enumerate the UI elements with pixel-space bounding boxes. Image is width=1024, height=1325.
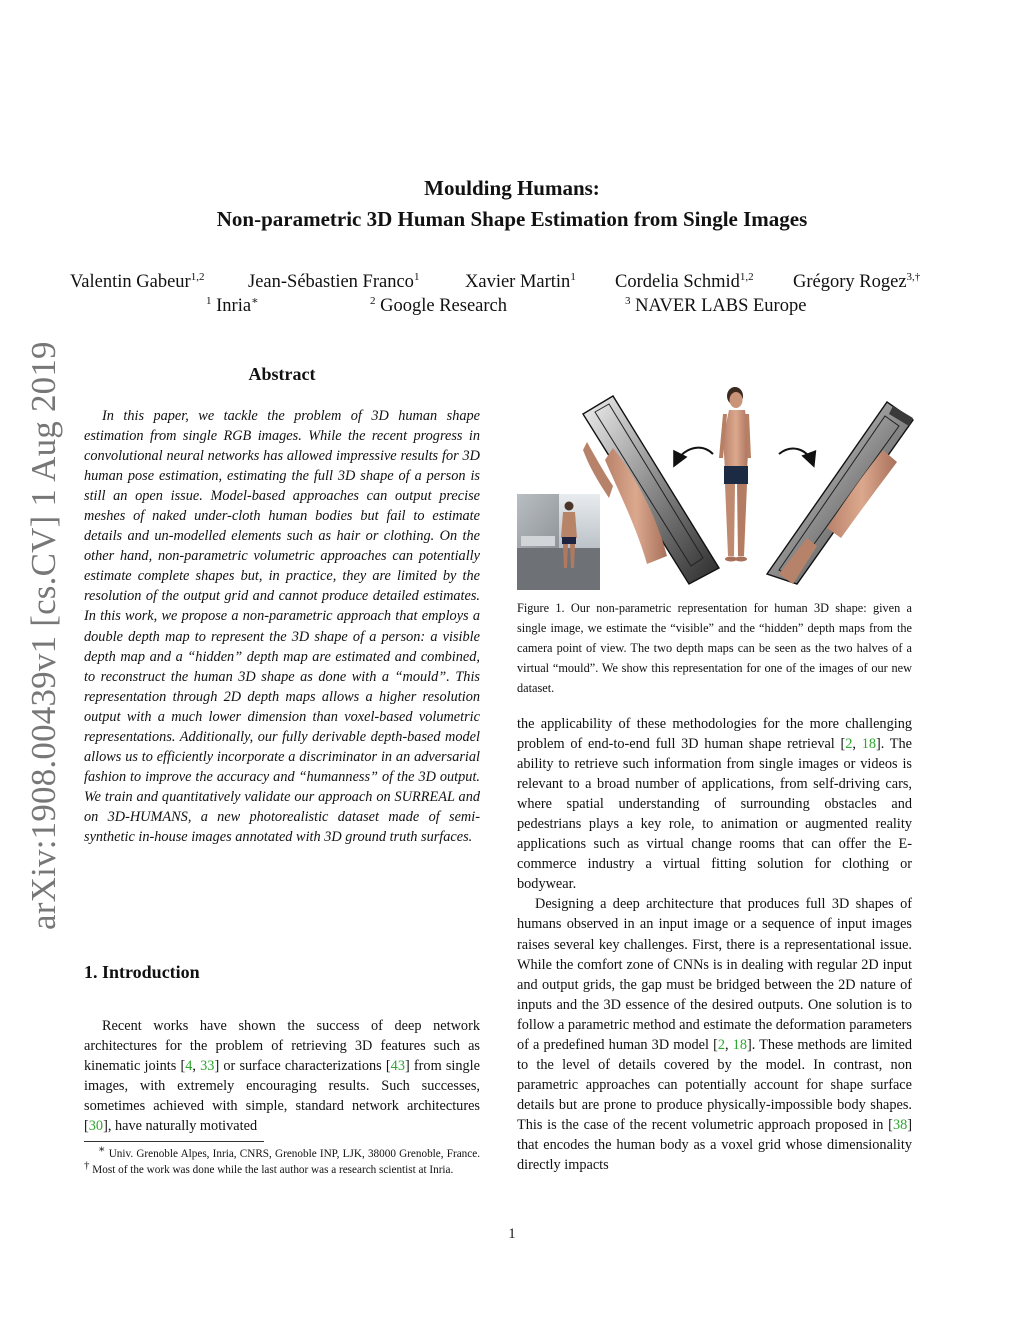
paragraph: the applicability of these methodologies for the more challenging problem of end-to-end full 3D human shape retrieval [2, 18]. The ability to retrieve such information from single images or videos is relevant to a broad number of applications, from self-driving cars, where spatial understanding of surrounding obstacles and pedestrians plays a key role, to animation or augmented reality applications such as virtual change rooms that can offer the E-commerce industry a virtual fitting solution for clothing or bodywear. — [517, 716, 912, 893]
author: Jean-Sébastien Franco$^1$ — [248, 270, 420, 292]
citation-link[interactable]: 18 — [732, 1036, 747, 1053]
title-line-2: Non-parametric 3D Human Shape Estimation from Single Images — [216, 207, 808, 231]
abstract-body: In this paper, we tackle the problem of 3D human shape estimation from single RGB images. While the recent progress in convolutional neural networks has allowed impressive results for 3D human pose estimation, estimating the full 3D shape of a person is still an open issue. Model-based approaches can output precise meshes of naked under-cloth human bodies but fail to estimate details and un-modelled elements such as hair or clothing. On the other hand, non-parametric volumetric approaches can potentially estimate complete shapes but, in practice, they are limited by the resolution of the output grid and cannot produce detailed estimates. In this work, we propose a non-parametric approach that employs a double depth map to represent the 3D shape of a person: a visible depth map and a “hidden” depth map are estimated and combined, to reconstruct the human 3D shape as done with a “mould”. This representation through 2D depth maps allows a higher resolution output with a much lower dimension than voxel-based volumetric representations. Additionally, our fully derivable depth-based model allows us to efficiently incorporate a discriminator in an adversarial fashion to improve the accuracy and “humanness” of the 3D output. We train and quantitatively validate our approach on SURREAL and on 3D-HUMANS, a new photorealistic dataset made of semi-synthetic in-house images annotated with 3D ground truth surfaces. — [84, 408, 480, 845]
affiliation: $^3$ NAVER LABS Europe — [625, 294, 807, 316]
figure-caption: Figure 1. Our non-parametric representation for human 3D shape: given a single image, we estimate the “visible” and the “hidden” depth maps from the camera point of view. The two depth maps can be seen as the two halves of a virtual “mould”. We show this representation for one of the images of our new dataset. — [517, 601, 912, 695]
author: Cordelia Schmid$^{1,2}$ — [615, 270, 754, 292]
introduction-paragraph: Recent works have shown the success of deep network architectures for the problem of retrieving 3D features such as kinematic joints [4, 33] or surface characterizations [43] from single images, with extremely encouraging results. Such successes, sometimes achieved with simple, standard network architectures [30], have naturally motivated — [84, 1018, 481, 1135]
input-photo — [517, 494, 600, 590]
citation-link[interactable]: 38 — [892, 1116, 908, 1133]
page-number: 1 — [508, 1226, 516, 1242]
abstract-heading: Abstract — [248, 364, 316, 384]
citation-link[interactable]: 2 — [845, 736, 853, 753]
mould-representation-illustration — [517, 378, 915, 590]
right-column-body — [517, 714, 912, 1175]
figure-1 — [517, 378, 915, 590]
human-3d-shape — [719, 387, 751, 562]
citation-link[interactable]: 30 — [88, 1118, 104, 1135]
footnote: ∗ Univ. Grenoble Alpes, Inria, CNRS, Grenoble INP, LJK, 38000 Grenoble, France. † Most of the work was done while the last author was a research scientist at Inria. — [84, 1143, 480, 1176]
citation-link[interactable]: 4 — [185, 1058, 193, 1075]
affiliation: $^2$ Google Research — [370, 294, 508, 316]
arrow-right-icon — [779, 449, 813, 464]
visible-depth-map — [583, 396, 719, 584]
citation-link[interactable]: 18 — [861, 736, 876, 753]
footnote-rule — [84, 1141, 264, 1142]
introduction-heading: 1. Introduction — [84, 962, 200, 982]
paragraph: Designing a deep architecture that produces full 3D shapes of humans observed in an input image or a sequence of input images raises several key challenges. First, there is a representational issue. While the comfort zone of CNNs is in dealing with regular 2D input and output grids, the gap must be bridged between the 2D nature of inputs and the 3D essence of the desired outputs. One solution is to follow a parametric method and estimate the deformation parameters of a predefined human 3D model [2, 18]. These methods are limited to the level of details covered by the model. In contrast, non parametric approaches can potentially account for shape surface details but are prone to produce physically-impossible body shapes. This is the case of the recent volumetric approach proposed in [38] that encodes the human body as a voxel grid whose dimensionality directly impacts — [517, 896, 912, 1174]
citation-link[interactable]: 43 — [390, 1058, 405, 1075]
arrow-left-icon — [675, 448, 713, 464]
title-line-1: Moulding Humans: — [424, 176, 600, 200]
author: Xavier Martin$^1$ — [465, 270, 576, 292]
citation-link[interactable]: 33 — [200, 1058, 215, 1075]
paper-title — [0, 173, 1024, 235]
citation-link[interactable]: 2 — [717, 1036, 725, 1053]
author: Grégory Rogez$^{3,\dagger}$ — [793, 270, 921, 292]
author: Valentin Gabeur$^{1,2}$ — [70, 270, 205, 292]
hidden-depth-map — [767, 402, 913, 584]
affiliation: $^1$ Inria∗ — [206, 294, 259, 316]
arxiv-identifier: arXiv:1908.00439v1 [cs.CV] 1 Aug 2019 — [24, 341, 63, 930]
